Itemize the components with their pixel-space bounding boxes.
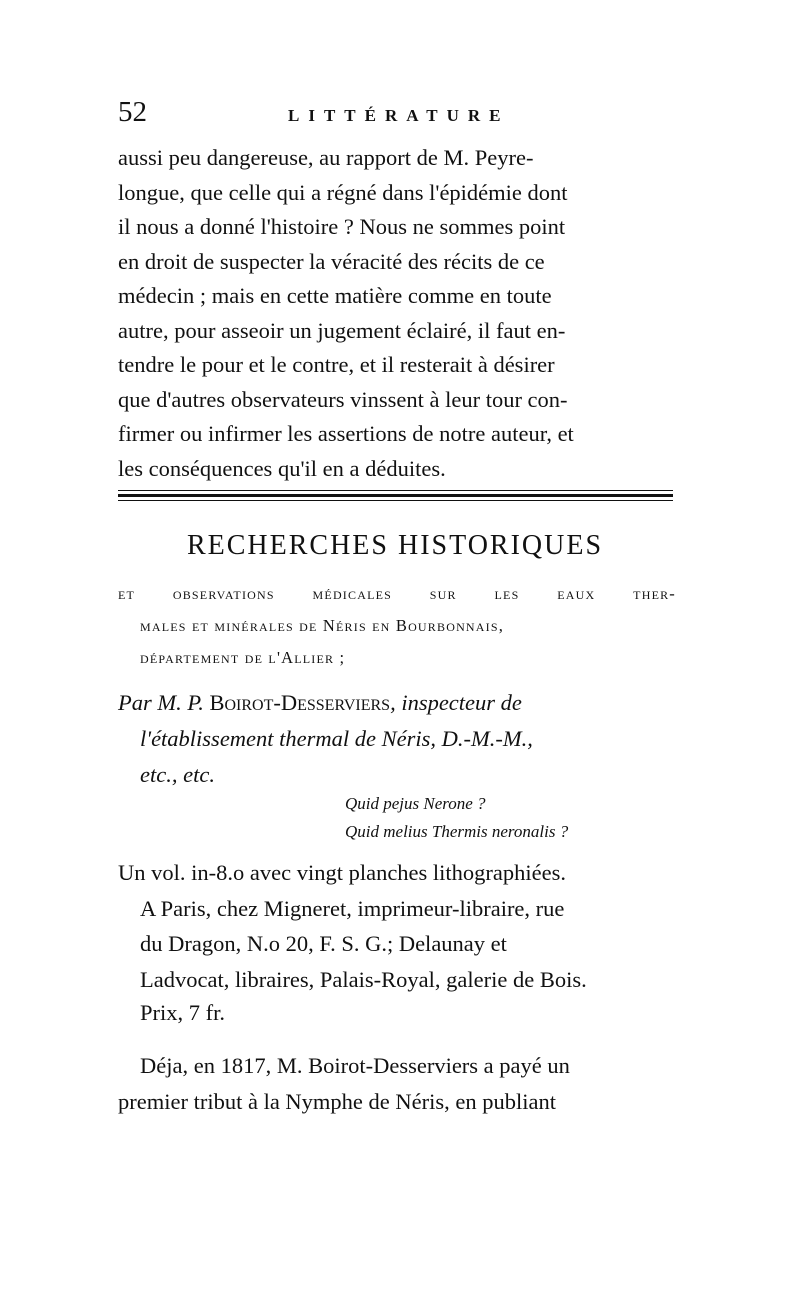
subtitle-line: et observations médicales sur les eaux ther- (118, 584, 676, 603)
author-line: etc., etc. (140, 762, 215, 787)
text-line: longue, que celle qui a régné dans l'épidémie dont (118, 179, 568, 205)
text-line: firmer ou infirmer les assertions de notre auteur, et (118, 421, 574, 446)
pub-line: Un vol. in-8.o avec vingt planches lithographiées. (118, 860, 567, 885)
epigraph (345, 790, 675, 846)
divider-line (118, 494, 673, 497)
text-line: les conséquences qu'il en a déduites. (118, 455, 446, 481)
publication-info (118, 855, 678, 997)
text-line: aussi peu dangereuse, au rapport de M. Peyre- (118, 145, 534, 170)
page-number: 52 (118, 96, 147, 128)
epigraph-line: Quid pejus Nerone ? (345, 794, 486, 813)
page-header (118, 96, 678, 136)
author-line: l'établissement thermal de Néris, D.-M.-M., (140, 726, 533, 751)
text-line: en droit de suspecter la véracité des récits de ce (118, 248, 545, 274)
running-title: LITTÉRATURE (288, 106, 510, 125)
divider-line (118, 490, 673, 491)
text-line: Déja, en 1817, M. Boirot-Desserviers a payé un (140, 1053, 570, 1078)
text-line: premier tribut à la Nymphe de Néris, en publiant (118, 1089, 556, 1114)
author-line (118, 685, 676, 721)
epigraph-line: Quid melius Thermis neronalis ? (345, 822, 569, 841)
pub-line: du Dragon, N.o 20, F. S. G.; Delaunay et (140, 931, 507, 956)
article-subtitle (118, 578, 676, 674)
pub-line: A Paris, chez Migneret, imprimeur-libraire, rue (140, 895, 565, 921)
text-line: médecin ; mais en cette matière comme en toute (118, 283, 552, 308)
article-title: RECHERCHES HISTORIQUES (186, 530, 604, 561)
author-name: Boirot-Desserviers (209, 690, 391, 715)
section-divider (118, 490, 673, 504)
text-line: autre, pour asseoir un jugement éclairé, il faut en- (118, 317, 566, 343)
subtitle-line: département de l'Allier ; (140, 648, 346, 667)
author-block (118, 685, 676, 793)
author-prefix: Par M. P. (118, 690, 204, 715)
price: Prix, 7 fr. (140, 1000, 226, 1025)
author-role: , inspecteur de (390, 690, 522, 715)
subtitle-line: males et minérales de Néris en Bourbonnais, (140, 616, 505, 635)
review-paragraph (118, 1048, 678, 1120)
body-paragraph (118, 141, 678, 486)
text-line: tendre le pour et le contre, et il resterait à désirer (118, 352, 555, 377)
text-line: il nous a donné l'histoire ? Nous ne sommes point (118, 214, 566, 239)
divider-line (118, 500, 673, 501)
pub-line: Ladvocat, libraires, Palais-Royal, galerie de Bois. (140, 966, 587, 992)
text-line: que d'autres observateurs vinssent à leur tour con- (118, 386, 568, 412)
